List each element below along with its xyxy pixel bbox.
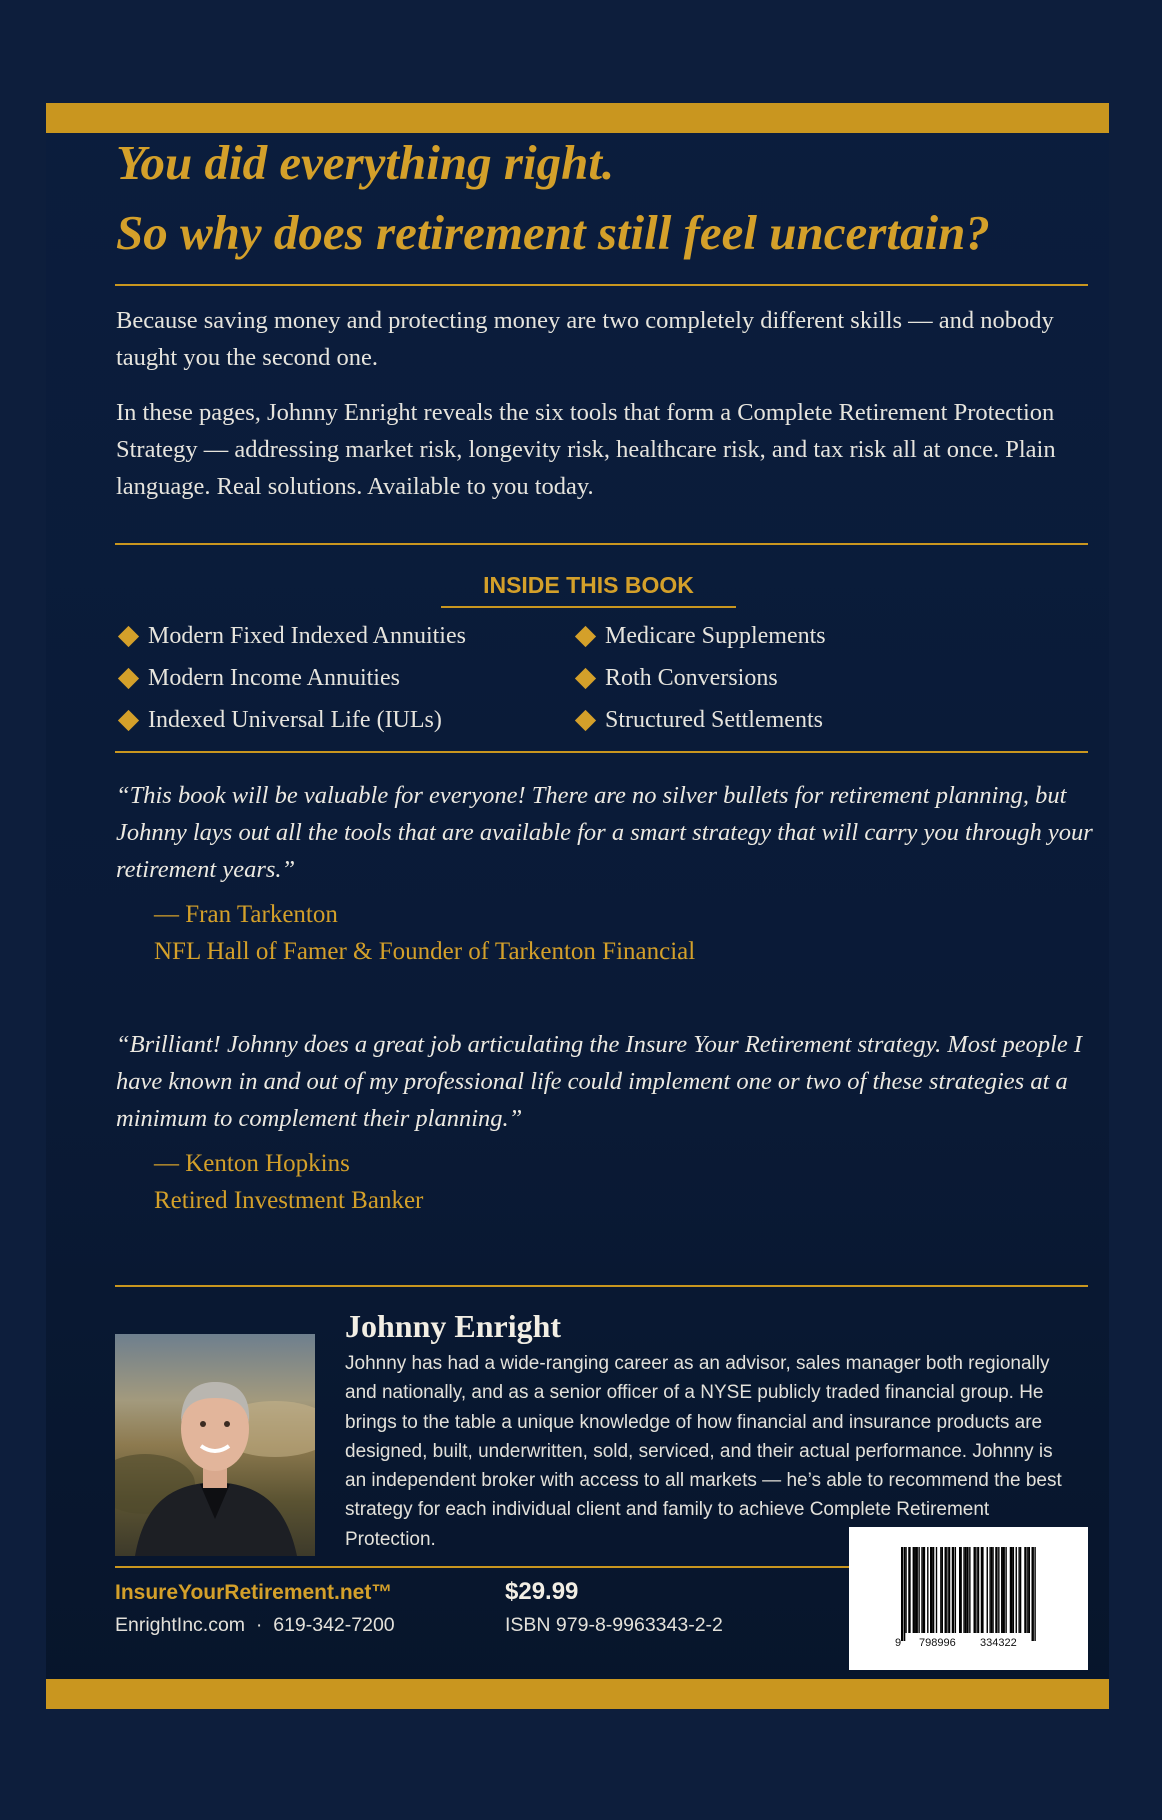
- barcode-bar: [1034, 1547, 1035, 1641]
- barcode-bar: [1032, 1547, 1034, 1641]
- barcode-bar: [1013, 1547, 1014, 1633]
- barcode-bar: [916, 1547, 918, 1633]
- testimonial-quote: “This book will be valuable for everyone! There are no silver bullets for retirement planning, but Johnny lays out all the tools that are available for a smart strategy that will carry you through your retirement years.”: [116, 782, 1093, 883]
- barcode-bar: [995, 1547, 997, 1633]
- feature-label: Indexed Universal Life (IULs): [148, 707, 442, 733]
- barcode-digits-left: 798996: [919, 1637, 956, 1649]
- barcode-bar: [927, 1547, 928, 1633]
- diamond-bullet-icon: [118, 625, 139, 646]
- barcode-bar: [913, 1547, 914, 1633]
- barcode-bar: [936, 1547, 937, 1633]
- barcode-bar: [966, 1547, 968, 1633]
- inside-book-title: INSIDE THIS BOOK: [483, 572, 694, 598]
- barcode-bar: [949, 1547, 950, 1633]
- barcode-bar: [998, 1547, 999, 1633]
- testimonial-quote: “Brilliant! Johnny does a great job articulating the Insure Your Retirement strategy. Most people I have known in and out of my professional life could implement one or two of these strategies at a minimum to complement their planning.”: [116, 1031, 1083, 1132]
- barcode-bar: [976, 1547, 977, 1633]
- barcode-icon: [849, 1527, 1088, 1670]
- feature-item: [116, 705, 442, 735]
- author-photo: [115, 1334, 315, 1556]
- feature-item: [573, 705, 823, 735]
- divider: [115, 1285, 1088, 1287]
- divider: [115, 543, 1088, 545]
- feature-item: [116, 663, 400, 693]
- barcode-bar: [901, 1547, 903, 1641]
- diamond-bullet-icon: [118, 709, 139, 730]
- divider: [115, 751, 1088, 753]
- footer-divider: [115, 1566, 850, 1568]
- barcode-bar: [965, 1547, 966, 1633]
- barcode-bar: [987, 1547, 988, 1633]
- barcode-bar: [1005, 1547, 1006, 1633]
- barcode-bar: [931, 1547, 932, 1633]
- barcode-bar: [908, 1547, 910, 1633]
- feature-item: [116, 621, 466, 651]
- barcode-bar: [904, 1547, 905, 1641]
- testimonial-author-title: Retired Investment Banker: [154, 1187, 424, 1214]
- testimonial-author: — Fran Tarkenton: [154, 901, 338, 928]
- barcode-digits-right: 334322: [980, 1637, 1017, 1649]
- barcode-bar: [923, 1547, 925, 1633]
- feature-item: [573, 621, 826, 651]
- barcode-bar: [1016, 1547, 1017, 1633]
- barcode: [849, 1527, 1088, 1670]
- barcode-bar: [974, 1547, 976, 1633]
- barcode-bar: [942, 1547, 943, 1633]
- feature-label: Medicare Supplements: [605, 623, 826, 649]
- intro-paragraph-2: In these pages, Johnny Enright reveals the six tools that form a Complete Retirement Protection Strategy — addressing market risk, longevity risk, healthcare risk, and tax risk all at once. Plain language. Real solutions. Available to you today.: [116, 399, 1056, 500]
- testimonial-author: — Kenton Hopkins: [154, 1150, 350, 1177]
- diamond-bullet-icon: [575, 709, 596, 730]
- barcode-bar: [940, 1547, 941, 1633]
- barcode-bar: [1024, 1547, 1026, 1633]
- barcode-bar: [963, 1547, 964, 1633]
- diamond-bullet-icon: [118, 667, 139, 688]
- inside-title-underline: [441, 606, 736, 608]
- barcode-bar: [960, 1547, 961, 1633]
- headline-line-1: You did everything right.: [116, 135, 615, 190]
- barcode-bar: [1003, 1547, 1005, 1633]
- feature-label: Modern Income Annuities: [148, 665, 400, 691]
- headline-line-2: So why does retirement still feel uncertain?: [116, 205, 990, 260]
- feature-item: [573, 663, 778, 693]
- barcode-bar: [982, 1547, 983, 1633]
- author-name: Johnny Enright: [345, 1308, 562, 1344]
- diamond-bullet-icon: [575, 667, 596, 688]
- barcode-bar: [1020, 1547, 1021, 1633]
- website-link[interactable]: InsureYourRetirement.net™: [115, 1581, 393, 1604]
- barcode-bar: [914, 1547, 915, 1633]
- barcode-bar: [992, 1547, 993, 1633]
- barcode-bar: [1001, 1547, 1002, 1633]
- barcode-bar: [1027, 1547, 1028, 1633]
- barcode-bar: [933, 1547, 934, 1633]
- author-bio: Johnny has had a wide-ranging career as an advisor, sales manager both regionally and nationally, and as a senior officer of a NYSE publicly traded financial group. He brings to the table a unique knowledge of how financial and insurance products are designed, built, underwritten, sold, serviced, and their actual performance. Johnny is an independent broker with access to all markets — he’s able to recommend the best strategy for each individual client and family to achieve Complete Retirement Protection.: [345, 1353, 1062, 1550]
- feature-label: Roth Conversions: [605, 665, 778, 691]
- price: $29.99: [505, 1578, 579, 1605]
- barcode-bar: [905, 1547, 906, 1633]
- testimonial-author-title: NFL Hall of Famer & Founder of Tarkenton Financial: [154, 938, 696, 965]
- barcode-bar: [921, 1547, 922, 1633]
- barcode-bar: [947, 1547, 948, 1633]
- isbn: ISBN 979-8-9963343-2-2: [505, 1614, 723, 1636]
- barcode-bar: [978, 1547, 979, 1633]
- divider: [115, 284, 1088, 286]
- barcode-bar: [1029, 1547, 1030, 1633]
- intro-paragraph-1: Because saving money and protecting money are two completely different skills — and nobody taught you the second one.: [116, 307, 1054, 371]
- barcode-bar: [991, 1547, 992, 1633]
- barcode-bar: [989, 1547, 990, 1633]
- barcode-bar: [1011, 1547, 1012, 1633]
- barcode-bar: [969, 1547, 970, 1633]
- contact-info: EnrightInc.com · 619-342-7200: [115, 1614, 395, 1636]
- barcode-bar: [945, 1547, 947, 1633]
- feature-label: Modern Fixed Indexed Annuities: [148, 623, 466, 649]
- author-portrait-illustration: [115, 1334, 315, 1556]
- barcode-lead-digit: 9: [895, 1637, 902, 1649]
- barcode-bar: [918, 1547, 919, 1633]
- diamond-bullet-icon: [575, 625, 596, 646]
- feature-label: Structured Settlements: [605, 707, 823, 733]
- barcode-bar: [952, 1547, 954, 1633]
- barcode-bar: [1018, 1547, 1019, 1633]
- barcode-bar: [955, 1547, 956, 1633]
- bottom-gold-bar: [46, 1679, 1109, 1709]
